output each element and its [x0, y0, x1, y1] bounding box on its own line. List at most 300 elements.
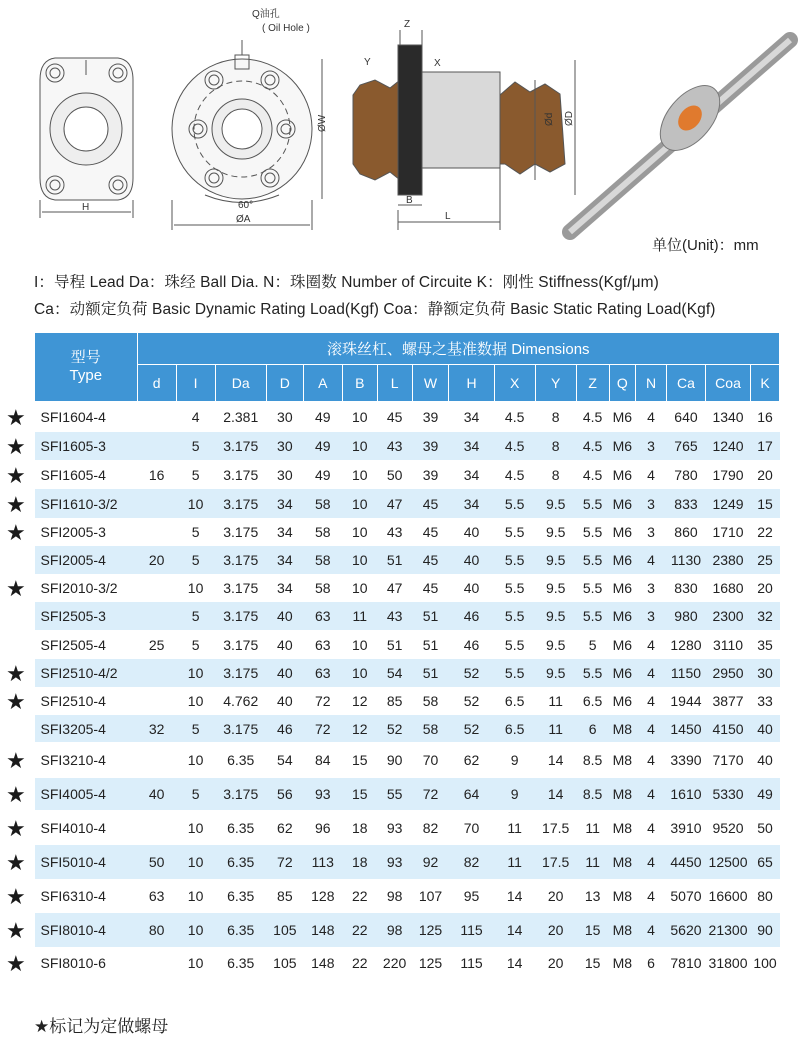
cell-coa: 9520: [705, 810, 750, 845]
cell-q: M8: [609, 845, 636, 879]
cell-w: 39: [412, 432, 449, 460]
cell-l: 85: [377, 687, 412, 715]
cell-y: 9.5: [535, 659, 576, 687]
label-b: B: [406, 195, 413, 206]
cell-l: 47: [377, 489, 412, 518]
cell-i: 5: [176, 778, 215, 810]
column-header: B: [342, 365, 377, 402]
cell-h: 52: [449, 659, 494, 687]
cell-z: 6.5: [576, 687, 609, 715]
cell-y: 9.5: [535, 489, 576, 518]
cell-i: 10: [176, 687, 215, 715]
cell-l: 47: [377, 574, 412, 602]
cell-k: 17: [751, 432, 780, 460]
oil-hole-label-en: ( Oil Hole ): [262, 23, 310, 34]
cell-coa: 1340: [705, 401, 750, 432]
cell-coa: 1240: [705, 432, 750, 460]
cell-z: 5.5: [576, 546, 609, 574]
cell-b: 10: [342, 518, 377, 546]
cell-h: 115: [449, 947, 494, 979]
cell-q: M8: [609, 742, 636, 778]
cell-q: M6: [609, 401, 636, 432]
table-row: [35, 518, 780, 546]
cell-h: 34: [449, 460, 494, 489]
custom-nut-star-icon: ★: [6, 520, 26, 545]
cell-w: 70: [412, 742, 449, 778]
cell-h: 70: [449, 810, 494, 845]
cell-d: [137, 659, 176, 687]
cell-h: 40: [449, 574, 494, 602]
model-cell: SFI1605-3: [35, 432, 138, 460]
model-cell: SFI4010-4: [35, 810, 138, 845]
cell-q: M8: [609, 810, 636, 845]
cell-i: 10: [176, 574, 215, 602]
cell-h: 46: [449, 630, 494, 659]
table-row: [35, 715, 780, 742]
cell-a: 58: [303, 546, 342, 574]
cell-z: 5: [576, 630, 609, 659]
cell-i: 10: [176, 879, 215, 913]
table-row: [35, 742, 780, 778]
label-x: X: [434, 58, 441, 69]
cell-ca: 3910: [666, 810, 705, 845]
cell-w: 45: [412, 518, 449, 546]
legend-line-2: Ca：动额定负荷 Basic Dynamic Rating Load(Kgf) Coa：静额定负荷 Basic Static Rating Load(Kgf): [34, 301, 716, 318]
cell-x: 14: [494, 913, 535, 947]
cell-ca: 5620: [666, 913, 705, 947]
table-row: [35, 879, 780, 913]
cell-d: 30: [266, 432, 303, 460]
custom-nut-star-icon: ★: [6, 748, 26, 773]
cell-da: 3.175: [215, 659, 266, 687]
legend-line-1: I：导程 Lead Da：珠经 Ball Dia. N：珠圈数 Number of Circuite K：刚性 Stiffness(Kgf/μm): [34, 274, 659, 291]
technical-drawing: [0, 0, 800, 240]
cell-b: 15: [342, 742, 377, 778]
cell-i: 4: [176, 401, 215, 432]
cell-a: 58: [303, 574, 342, 602]
cell-d: 25: [137, 630, 176, 659]
cell-a: 58: [303, 518, 342, 546]
cell-ca: 4450: [666, 845, 705, 879]
ball-screw-photo: [570, 40, 790, 232]
cell-z: 6: [576, 715, 609, 742]
cell-l: 51: [377, 630, 412, 659]
cell-i: 10: [176, 947, 215, 979]
table-row: [35, 460, 780, 489]
cell-b: 10: [342, 401, 377, 432]
label-l: L: [445, 211, 451, 222]
column-header: Da: [215, 365, 266, 402]
table-row: [35, 913, 780, 947]
cell-da: 6.35: [215, 810, 266, 845]
cell-q: M6: [609, 574, 636, 602]
cell-k: 20: [751, 460, 780, 489]
cell-ca: 1130: [666, 546, 705, 574]
cell-ca: 1450: [666, 715, 705, 742]
cell-da: 6.35: [215, 947, 266, 979]
cell-l: 43: [377, 518, 412, 546]
cell-h: 34: [449, 432, 494, 460]
cell-l: 54: [377, 659, 412, 687]
cell-coa: 3877: [705, 687, 750, 715]
cell-h: 52: [449, 687, 494, 715]
cell-d: 80: [137, 913, 176, 947]
cell-b: 22: [342, 879, 377, 913]
cell-w: 72: [412, 778, 449, 810]
cell-z: 5.5: [576, 659, 609, 687]
cell-w: 58: [412, 687, 449, 715]
cell-coa: 1710: [705, 518, 750, 546]
cell-b: 10: [342, 659, 377, 687]
cell-a: 63: [303, 659, 342, 687]
cell-i: 10: [176, 913, 215, 947]
cell-ca: 860: [666, 518, 705, 546]
cell-b: 10: [342, 630, 377, 659]
cell-da: 3.175: [215, 432, 266, 460]
cell-da: 3.175: [215, 630, 266, 659]
cell-coa: 31800: [705, 947, 750, 979]
table-row: [35, 432, 780, 460]
type-header: [35, 333, 138, 401]
cell-l: 220: [377, 947, 412, 979]
cell-ca: 1610: [666, 778, 705, 810]
cell-y: 8: [535, 401, 576, 432]
table-row: [35, 630, 780, 659]
oil-hole-label: Q油孔: [252, 9, 280, 20]
cell-da: 3.175: [215, 574, 266, 602]
cell-ca: 780: [666, 460, 705, 489]
type-header-cn: 型号: [70, 349, 101, 366]
cell-d: [137, 401, 176, 432]
cell-d: 105: [266, 947, 303, 979]
cell-y: 17.5: [535, 845, 576, 879]
cell-k: 33: [751, 687, 780, 715]
cell-q: M6: [609, 432, 636, 460]
cell-n: 4: [636, 401, 667, 432]
unit-label: 单位(Unit)：mm: [652, 237, 759, 254]
cell-k: 16: [751, 401, 780, 432]
cell-l: 90: [377, 742, 412, 778]
cell-l: 93: [377, 810, 412, 845]
cell-w: 107: [412, 879, 449, 913]
cell-k: 20: [751, 574, 780, 602]
column-header: A: [303, 365, 342, 402]
cell-l: 50: [377, 460, 412, 489]
cell-q: M6: [609, 659, 636, 687]
cell-d: [137, 687, 176, 715]
cell-coa: 3110: [705, 630, 750, 659]
cell-y: 9.5: [535, 546, 576, 574]
cell-b: 10: [342, 432, 377, 460]
model-cell: SFI6310-4: [35, 879, 138, 913]
model-cell: SFI2505-4: [35, 630, 138, 659]
cell-d: 40: [137, 778, 176, 810]
column-header: Y: [535, 365, 576, 402]
cell-x: 5.5: [494, 489, 535, 518]
model-cell: SFI1605-4: [35, 460, 138, 489]
cell-d: [137, 947, 176, 979]
label-h: H: [82, 202, 90, 213]
cell-x: 5.5: [494, 574, 535, 602]
cell-z: 5.5: [576, 489, 609, 518]
cell-w: 45: [412, 546, 449, 574]
cell-a: 72: [303, 687, 342, 715]
cell-i: 10: [176, 810, 215, 845]
flange-side-view: [40, 58, 133, 218]
cell-d: 32: [137, 715, 176, 742]
cell-b: 12: [342, 687, 377, 715]
cell-q: M8: [609, 879, 636, 913]
cell-n: 4: [636, 460, 667, 489]
cell-y: 9.5: [535, 630, 576, 659]
cell-y: 9.5: [535, 518, 576, 546]
model-cell: SFI2510-4: [35, 687, 138, 715]
cell-q: M6: [609, 518, 636, 546]
cell-da: 6.35: [215, 845, 266, 879]
cell-h: 115: [449, 913, 494, 947]
cell-y: 20: [535, 947, 576, 979]
cell-q: M6: [609, 546, 636, 574]
column-header: I: [176, 365, 215, 402]
cell-a: 63: [303, 630, 342, 659]
cell-h: 40: [449, 518, 494, 546]
cell-n: 3: [636, 518, 667, 546]
cell-w: 51: [412, 659, 449, 687]
cell-a: 84: [303, 742, 342, 778]
cell-w: 58: [412, 715, 449, 742]
nut-side-view: [353, 30, 575, 230]
model-cell: SFI5010-4: [35, 845, 138, 879]
table-row: [35, 659, 780, 687]
cell-a: 93: [303, 778, 342, 810]
table-row: [35, 602, 780, 630]
label-angle: 60°: [238, 200, 254, 211]
cell-q: M6: [609, 630, 636, 659]
cell-i: 10: [176, 845, 215, 879]
cell-l: 43: [377, 602, 412, 630]
custom-nut-star-icon: ★: [6, 462, 26, 488]
cell-h: 52: [449, 715, 494, 742]
cell-b: 22: [342, 913, 377, 947]
cell-n: 4: [636, 879, 667, 913]
cell-q: M8: [609, 947, 636, 979]
custom-nut-star-icon: ★: [6, 576, 26, 601]
cell-d: 105: [266, 913, 303, 947]
cell-z: 4.5: [576, 460, 609, 489]
cell-d: [137, 518, 176, 546]
cell-ca: 765: [666, 432, 705, 460]
label-w: ØW: [317, 114, 328, 132]
cell-d: [137, 810, 176, 845]
cell-y: 8: [535, 432, 576, 460]
label-D: ØD: [564, 111, 575, 126]
custom-nut-star-icon: ★: [6, 884, 26, 909]
cell-b: 18: [342, 810, 377, 845]
cell-n: 4: [636, 778, 667, 810]
cell-ca: 1150: [666, 659, 705, 687]
cell-b: 22: [342, 947, 377, 979]
column-header: Z: [576, 365, 609, 402]
cell-d: 30: [266, 401, 303, 432]
footnote: ★标记为定做螺母: [34, 1017, 169, 1036]
cell-da: 3.175: [215, 518, 266, 546]
dimensions-header: 滚珠丝杠、螺母之基准数据 Dimensions: [137, 333, 779, 365]
cell-d: [137, 574, 176, 602]
cell-n: 4: [636, 659, 667, 687]
cell-x: 4.5: [494, 401, 535, 432]
cell-ca: 640: [666, 401, 705, 432]
cell-a: 148: [303, 913, 342, 947]
cell-x: 6.5: [494, 715, 535, 742]
cell-ca: 3390: [666, 742, 705, 778]
label-z: Z: [404, 19, 411, 30]
cell-i: 10: [176, 489, 215, 518]
cell-coa: 16600: [705, 879, 750, 913]
cell-x: 5.5: [494, 546, 535, 574]
cell-d: 56: [266, 778, 303, 810]
cell-k: 22: [751, 518, 780, 546]
cell-z: 5.5: [576, 574, 609, 602]
cell-n: 4: [636, 742, 667, 778]
cell-q: M8: [609, 913, 636, 947]
cell-a: 49: [303, 460, 342, 489]
cell-d: 34: [266, 518, 303, 546]
cell-a: 113: [303, 845, 342, 879]
model-cell: SFI1610-3/2: [35, 489, 138, 518]
cell-z: 11: [576, 810, 609, 845]
cell-coa: 2300: [705, 602, 750, 630]
model-cell: SFI4005-4: [35, 778, 138, 810]
cell-k: 35: [751, 630, 780, 659]
cell-y: 20: [535, 879, 576, 913]
custom-nut-star-icon: ★: [6, 661, 26, 686]
cell-z: 5.5: [576, 518, 609, 546]
cell-k: 65: [751, 845, 780, 879]
cell-z: 13: [576, 879, 609, 913]
cell-l: 98: [377, 913, 412, 947]
cell-b: 12: [342, 715, 377, 742]
cell-n: 4: [636, 913, 667, 947]
cell-d: [137, 742, 176, 778]
cell-x: 6.5: [494, 687, 535, 715]
cell-h: 82: [449, 845, 494, 879]
table-row: [35, 778, 780, 810]
cell-d: 30: [266, 460, 303, 489]
cell-da: 6.35: [215, 913, 266, 947]
cell-y: 8: [535, 460, 576, 489]
model-cell: SFI2505-3: [35, 602, 138, 630]
cell-x: 4.5: [494, 432, 535, 460]
cell-d: 85: [266, 879, 303, 913]
cell-x: 5.5: [494, 518, 535, 546]
custom-nut-star-icon: ★: [6, 782, 26, 807]
cell-x: 9: [494, 742, 535, 778]
cell-l: 55: [377, 778, 412, 810]
table-row: [35, 546, 780, 574]
cell-d: [137, 489, 176, 518]
cell-i: 5: [176, 432, 215, 460]
cell-b: 15: [342, 778, 377, 810]
cell-n: 3: [636, 432, 667, 460]
model-cell: SFI3205-4: [35, 715, 138, 742]
cell-a: 49: [303, 401, 342, 432]
cell-i: 10: [176, 742, 215, 778]
cell-x: 14: [494, 879, 535, 913]
cell-l: 52: [377, 715, 412, 742]
cell-l: 45: [377, 401, 412, 432]
cell-w: 45: [412, 574, 449, 602]
cell-ca: 830: [666, 574, 705, 602]
cell-w: 39: [412, 401, 449, 432]
custom-nut-star-icon: ★: [6, 689, 26, 714]
cell-coa: 5330: [705, 778, 750, 810]
cell-x: 11: [494, 845, 535, 879]
cell-k: 90: [751, 913, 780, 947]
label-y: Y: [364, 57, 371, 68]
cell-a: 72: [303, 715, 342, 742]
custom-nut-star-icon: ★: [6, 491, 26, 517]
cell-k: 49: [751, 778, 780, 810]
column-header: K: [751, 365, 780, 402]
cell-z: 4.5: [576, 401, 609, 432]
cell-d: 40: [266, 602, 303, 630]
cell-i: 5: [176, 460, 215, 489]
cell-y: 11: [535, 687, 576, 715]
cell-da: 3.175: [215, 715, 266, 742]
cell-d: 40: [266, 630, 303, 659]
cell-d: [137, 602, 176, 630]
cell-d: 34: [266, 546, 303, 574]
cell-b: 10: [342, 489, 377, 518]
cell-z: 8.5: [576, 742, 609, 778]
model-cell: SFI3210-4: [35, 742, 138, 778]
model-cell: SFI8010-4: [35, 913, 138, 947]
table-row: [35, 574, 780, 602]
cell-k: 100: [751, 947, 780, 979]
cell-z: 5.5: [576, 602, 609, 630]
cell-b: 10: [342, 546, 377, 574]
cell-ca: 7810: [666, 947, 705, 979]
cell-y: 14: [535, 742, 576, 778]
cell-i: 5: [176, 630, 215, 659]
cell-i: 5: [176, 602, 215, 630]
cell-da: 3.175: [215, 460, 266, 489]
cell-n: 4: [636, 546, 667, 574]
cell-l: 93: [377, 845, 412, 879]
cell-w: 45: [412, 489, 449, 518]
table-row: [35, 845, 780, 879]
cell-coa: 21300: [705, 913, 750, 947]
cell-b: 10: [342, 574, 377, 602]
column-header: Q: [609, 365, 636, 402]
table-row: [35, 947, 780, 979]
cell-n: 4: [636, 845, 667, 879]
cell-d: 40: [266, 659, 303, 687]
cell-b: 10: [342, 460, 377, 489]
cell-b: 11: [342, 602, 377, 630]
cell-k: 30: [751, 659, 780, 687]
cell-k: 50: [751, 810, 780, 845]
table-row: [35, 401, 780, 432]
cell-h: 64: [449, 778, 494, 810]
model-cell: SFI2010-3/2: [35, 574, 138, 602]
cell-q: M8: [609, 715, 636, 742]
dimensions-table: [34, 333, 780, 979]
cell-h: 40: [449, 546, 494, 574]
cell-l: 43: [377, 432, 412, 460]
cell-y: 17.5: [535, 810, 576, 845]
cell-k: 40: [751, 715, 780, 742]
